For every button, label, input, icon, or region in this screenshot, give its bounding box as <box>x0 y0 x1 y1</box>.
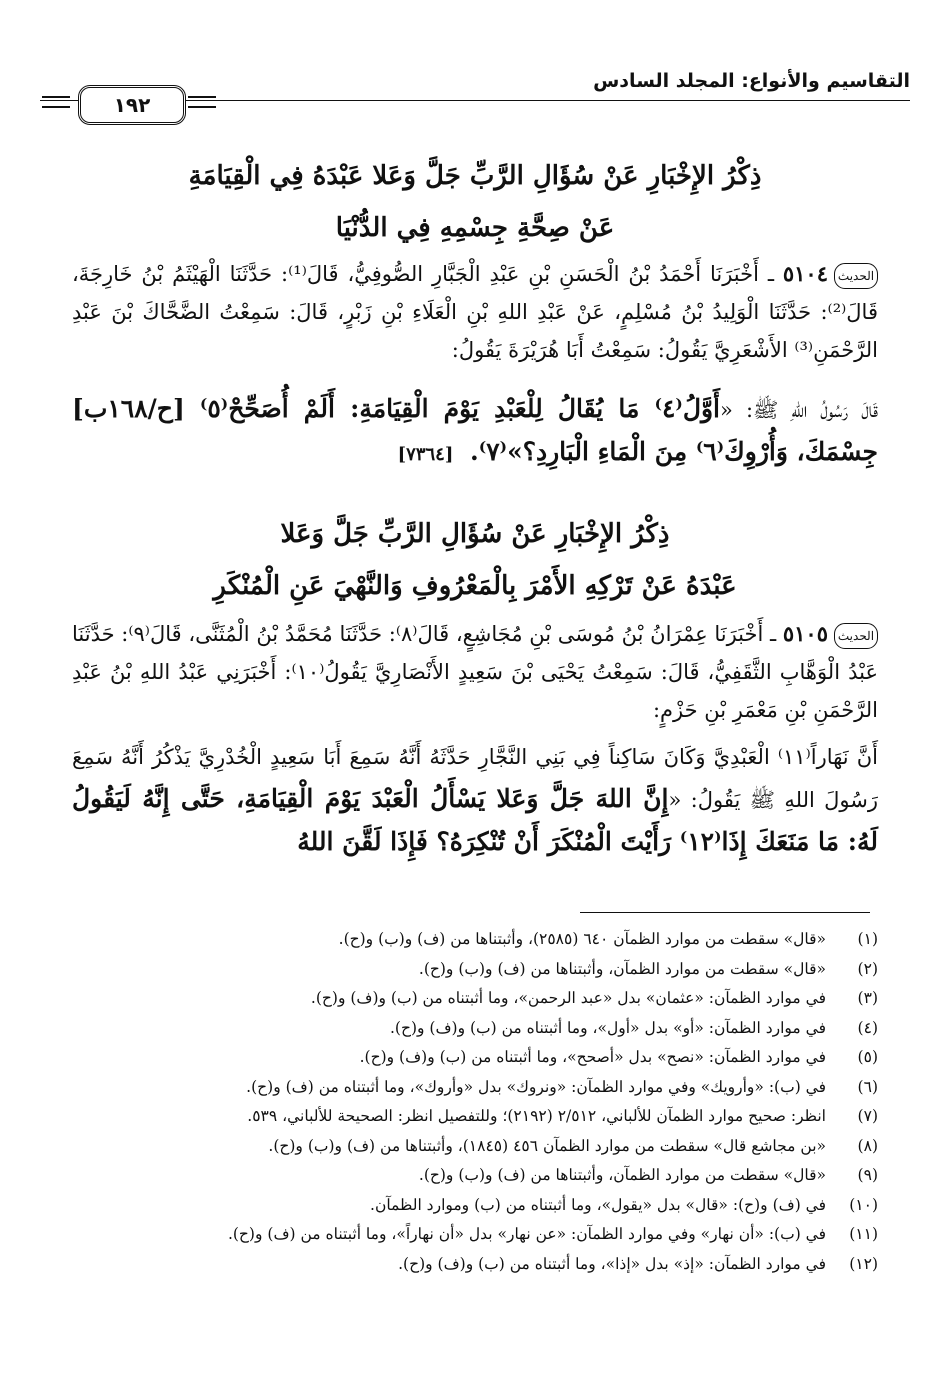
footnote <box>60 1161 878 1191</box>
footnote-text: «قال» سقطت من موارد الظمآن، وأثبتناها من (ف) و(ب) و(ح). <box>418 959 826 978</box>
footnote-text: في موارد الظمآن: «أو» بدل «أول»، وما أثبتناه من (ب) و(ف) و(ح). <box>389 1018 826 1037</box>
section-heading <box>60 508 890 612</box>
footnote-text: «بن مجاشع قال» سقطت من موارد الظمآن ٤٥٦ (١٨٤٥)، وأثبتناها من (ف) و(ب) و(ح). <box>268 1136 826 1155</box>
footnote <box>60 1220 878 1250</box>
hadith-isnad <box>72 615 878 729</box>
footnote-text: في موارد الظمآن: «عثمان» بدل «عبد الرحمن»، وما أثبتناه من (ب) و(ف) و(ح). <box>310 989 826 1007</box>
footnote-text: انظر: صحيح موارد الظمآن للألباني، ٢/٥١٢ (٢١٩٢)؛ وللتفصيل انظر: الصحيحة للألباني، ٥٣٩. <box>247 1107 826 1125</box>
footnote-number: (٨) <box>857 1136 878 1155</box>
footnote-text: «قال» سقطت من موارد الظمآن، وأثبتناها من (ف) و(ب) و(ح). <box>418 1166 826 1184</box>
footnote-text: في (ف) و(ح): «قال» بدل «يقول»، وما أثبتناه من (ب) وموارد الظمآن. <box>370 1195 826 1214</box>
heading-line: عَنْ صِحَّةِ جِسْمِهِ فِي الدُّنْيَا <box>335 213 615 243</box>
footnote <box>60 1191 878 1221</box>
isnad-text: ـ أَخْبَرَنَا أَحْمَدُ بْنُ الْحَسَنِ بْنِ عَبْدِ الْجَبَّارِ الصُّوفِيُّ، قَالَ⁽¹⁾: حَدَّثَنَا الْهَيْثَمُ بْنُ خَارِجَةَ، قَالَ⁽²⁾: حَدَّثَنَا الْوَلِيدُ بْنُ مُسْلِمٍ، عَنْ عَبْدِ اللهِ بْنِ الْعَلَاءِ بْنِ زَبْرٍ، قَالَ: سَمِعْتُ الضَّحَّاكَ بْنَ عَبْدِ الرَّحْمَنِ⁽³⁾ الأَشْعَرِيَّ يَقُولُ: سَمِعْتُ أَبَا هُرَيْرَةَ يَقُولُ: <box>72 262 878 362</box>
hadith-marker: الحديث <box>834 263 878 289</box>
hadith-marker: الحديث <box>834 623 878 649</box>
footnote-text: في (ب): «أن نهار» وفي موارد الظمآن: «عن نهار» بدل «أن نهاراً»، وما أثبتناه من (ف) و(ح). <box>227 1225 826 1243</box>
footnote <box>60 1250 878 1280</box>
footnote <box>60 1132 878 1162</box>
footnote <box>60 984 878 1014</box>
hadith-matn <box>72 736 878 864</box>
hadith-number: ٥١٠٤ <box>782 261 828 286</box>
matn-text: أَوَّلُ⁽٤⁾ مَا يُقَالُ لِلْعَبْدِ يَوْمَ الْقِيَامَةِ: أَلَمْ أُصَحِّحْ⁽٥⁾ [ح/١٦٨ب] جِسْمَكَ، وَأُرْوِكَ⁽٦⁾ مِنَ الْمَاءِ الْبَارِدِ؟»⁽٧⁾. <box>72 394 878 466</box>
hadith-number: ٥١٠٥ <box>782 621 828 646</box>
page-number-ornament-left <box>42 96 70 108</box>
footnote-number: (٧) <box>857 1107 878 1125</box>
heading-line: ذِكْرُ الإِخْبَارِ عَنْ سُؤَالِ الرَّبِّ جَلَّ وَعَلا عَبْدَهُ فِي الْقِيَامَةِ <box>188 161 762 191</box>
hadith-matn <box>72 388 878 476</box>
footnote-number: (٣) <box>857 989 878 1007</box>
page-header <box>40 60 910 120</box>
hadith-isnad <box>72 255 878 369</box>
footnote <box>60 1014 878 1044</box>
footnote <box>60 1043 878 1073</box>
footnote-number: (١١) <box>849 1225 878 1243</box>
footnote-number: (١٢) <box>849 1254 878 1273</box>
footnote-text: في موارد الظمآن: «نصح» بدل «أصحح»، وما أثبتناه من (ب) و(ف) و(ح). <box>359 1048 826 1066</box>
footnote-number: (١) <box>857 930 878 948</box>
matn-intro: أَنَّ نَهَاراً⁽١١⁾ الْعَبْدِيَّ وَكَانَ سَاكِناً فِي بَنِي النَّجَّارِ حَدَّثَهُ أَنَّهُ سَمِعَ أَبَا سَعِيدٍ الْخُدْرِيَّ يَذْكُرُ أَنَّهُ سَمِعَ رَسُولَ اللهِ ﷺ يَقُولُ: « <box>72 745 878 812</box>
footnote-number: (٩) <box>857 1166 878 1184</box>
matn-text: إِنَّ اللهَ جَلَّ وَعَلا يَسْأَلُ الْعَبْدَ يَوْمَ الْقِيَامَةِ، حَتَّى إِنَّهُ لَيَقُولُ لَهُ: مَا مَنَعَكَ إِذَا⁽١٢⁾ رَأَيْتَ الْمُنْكَرَ أَنْ تُنْكِرَهُ؟ فَإِذَا لَقَّنَ اللهُ <box>72 784 878 856</box>
footnote <box>60 955 878 985</box>
footnote-text: «قال» سقطت من موارد الظمآن ٦٤٠ (٢٥٨٥)، وأثبتناها من (ف) و(ب) و(ح). <box>338 930 826 948</box>
footnote-text: في موارد الظمآن: «إذ» بدل «إذا»، وما أثبتناه من (ب) و(ف) و(ح). <box>398 1254 826 1273</box>
footnote-text: في (ب): «وأرويك» وفي موارد الظمآن: «ونروك» بدل «وأروك»، وما أثبتناه من (ف) و(ح). <box>246 1077 826 1096</box>
footnote-number: (٢) <box>857 959 878 978</box>
heading-line: عَبْدَهُ عَنْ تَرْكِهِ الأَمْرَ بِالْمَعْرُوفِ وَالنَّهْيَ عَنِ الْمُنْكَرِ <box>213 571 737 601</box>
footnote-rule <box>580 912 870 913</box>
page-number-ornament-right <box>188 96 216 108</box>
running-title: التقاسيم والأنواع: المجلد السادس <box>593 70 910 92</box>
isnad-text: ـ أَخْبَرَنَا عِمْرَانُ بْنُ مُوسَى بْنِ مُجَاشِعٍ، قَالَ⁽٨⁾: حَدَّثَنَا مُحَمَّدُ بْنُ الْمُثَنَّى، قَالَ⁽٩⁾: حَدَّثَنَا عَبْدُ الْوَهَّابِ الثَّقَفِيُّ، قَالَ: سَمِعْتُ يَحْيَى بْنَ سَعِيدٍ الأَنْصَارِيَّ يَقُولُ⁽١٠⁾: أَخْبَرَنِي عَبْدُ اللهِ بْنُ عَبْدِ الرَّحْمَنِ بْنِ مَعْمَرِ بْنِ حَزْمٍ: <box>72 622 878 722</box>
footnote-number: (٦) <box>857 1077 878 1096</box>
footnote <box>60 1102 878 1132</box>
section-heading <box>60 150 890 254</box>
heading-line: ذِكْرُ الإِخْبَارِ عَنْ سُؤَالِ الرَّبِّ جَلَّ وَعَلا <box>280 519 670 549</box>
footnote <box>60 925 878 955</box>
matn-intro: قَالَ رَسُولُ اللهِ ﷺ: « <box>720 398 878 422</box>
footnote <box>60 1073 878 1103</box>
footnote-number: (١٠) <box>849 1195 878 1214</box>
hadith-reference: [٧٣٦٤] <box>397 444 454 465</box>
footnote-number: (٤) <box>857 1018 878 1037</box>
footnote-number: (٥) <box>857 1048 878 1066</box>
page-number: ١٩٢ <box>78 85 186 125</box>
footnotes <box>60 925 878 1279</box>
